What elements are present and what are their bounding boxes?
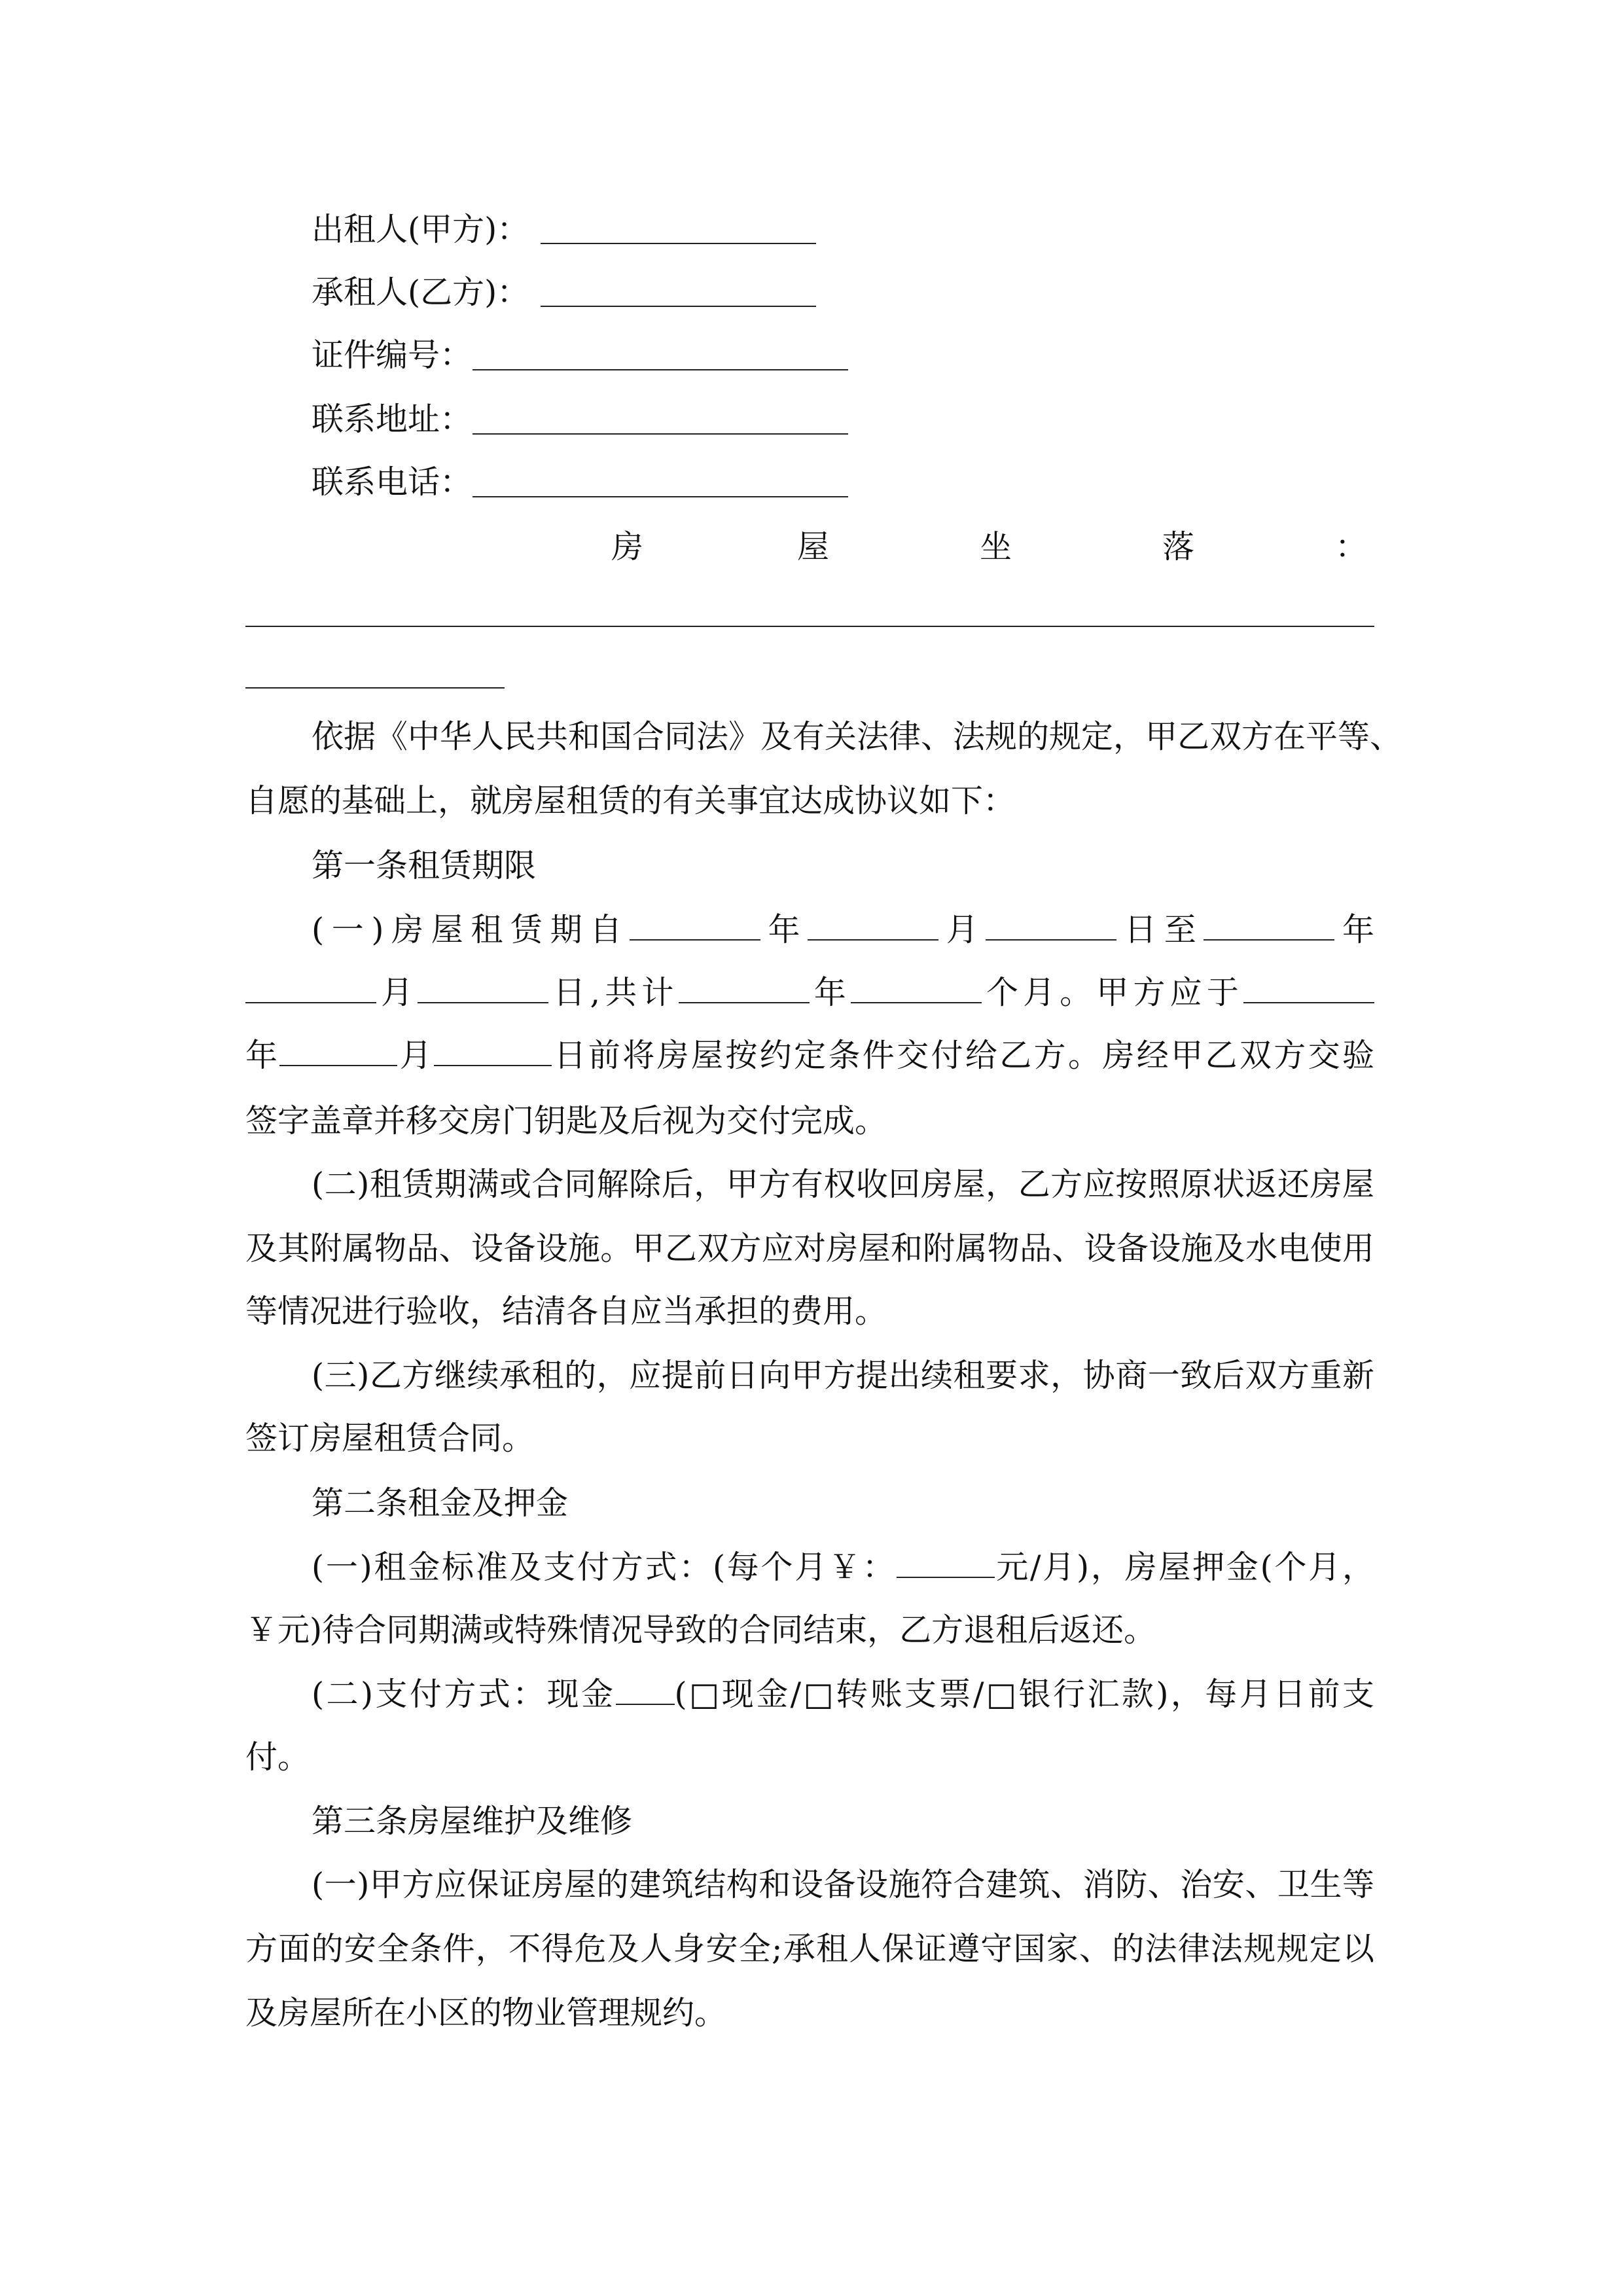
text: 年 (760, 911, 808, 948)
location-char: 坐 (980, 528, 1012, 565)
delivery-month-blank[interactable] (279, 1036, 397, 1066)
payment-method-blank[interactable] (616, 1675, 675, 1705)
id-number-blank[interactable] (473, 369, 848, 370)
lease-term-line (245, 972, 1374, 1014)
paragraph-line: 及其附属物品、设备设施。甲乙双方应对房屋和附属物品、设备设施及水电使用 (245, 1230, 1374, 1267)
location-char: 房 (611, 528, 644, 565)
paragraph-line: 及房屋所在小区的物业管理规约。 (245, 1994, 727, 2032)
text: 年 (245, 1037, 280, 1074)
total-months-blank[interactable] (851, 973, 982, 1003)
text: (一)房屋租赁期自 (312, 911, 630, 948)
location-blank-2[interactable] (245, 687, 505, 689)
total-years-blank[interactable] (679, 973, 810, 1003)
text: 年 (1334, 911, 1374, 948)
text: 元/月)，房屋押金(个月， (994, 1549, 1374, 1586)
location-char: 屋 (797, 528, 830, 565)
paragraph-line: (三)乙方继续承租的，应提前日向甲方提出续租要求，协商一致后双方重新 (312, 1357, 1374, 1394)
location-blank-1[interactable] (245, 626, 1374, 627)
paragraph-line: 签订房屋租赁合同。 (245, 1420, 535, 1457)
monthly-rent-blank[interactable] (897, 1548, 995, 1578)
phone-label: 联系电话： (312, 463, 473, 501)
paragraph-line: (二)租赁期满或合同解除后，甲方有权收回房屋，乙方应按照原状返还房屋 (312, 1166, 1374, 1203)
address-blank[interactable] (473, 433, 848, 435)
delivery-year-blank[interactable] (1243, 973, 1374, 1003)
end-year-blank[interactable] (1204, 910, 1334, 941)
text: 个月。甲方应于 (981, 974, 1243, 1011)
location-char: ： (1335, 528, 1368, 565)
delivery-day-blank[interactable] (434, 1036, 552, 1066)
payment-line (312, 1674, 1374, 1715)
lessee-label: 承租人(乙方)： (312, 274, 529, 311)
start-day-blank[interactable] (986, 910, 1116, 941)
id-number-label: 证件编号： (312, 336, 473, 374)
text: 日,共计 (548, 974, 679, 1011)
paragraph-line: (一)甲方应保证房屋的建筑结构和设备设施符合建筑、消防、治安、卫生等 (312, 1866, 1374, 1903)
text: (一)租金标准及支付方式：(每个月￥： (312, 1549, 897, 1586)
lessor-blank[interactable] (541, 243, 816, 244)
lessee-blank[interactable] (541, 306, 816, 307)
intro-line: 自愿的基础上，就房屋租赁的有关事宜达成协议如下： (245, 782, 1016, 819)
end-month-blank[interactable] (245, 973, 376, 1003)
payment-line: 付。 (245, 1738, 310, 1776)
lease-term-line: 签字盖章并移交房门钥匙及后视为交付完成。 (245, 1102, 887, 1139)
lessor-label: 出租人(甲方)： (312, 211, 529, 248)
text: (□现金/□转账支票/□银行汇款)，每月日前支 (674, 1676, 1375, 1713)
text: 年 (809, 974, 851, 1011)
rent-line (312, 1547, 1374, 1588)
text: 月 (376, 974, 418, 1011)
end-day-blank[interactable] (418, 973, 548, 1003)
location-char: 落 (1162, 528, 1195, 565)
address-label: 联系地址： (312, 401, 473, 438)
text: 日至 (1116, 911, 1204, 948)
phone-blank[interactable] (473, 496, 848, 497)
text: (二)支付方式：现金 (312, 1676, 616, 1713)
intro-line: 依据《中华人民共和国合同法》及有关法律、法规的规定，甲乙双方在平等、 (312, 718, 1402, 755)
text: 月 (397, 1037, 435, 1074)
paragraph-line: 等情况进行验收，结清各自应当承担的费用。 (245, 1293, 887, 1330)
start-year-blank[interactable] (630, 910, 760, 941)
lease-term-line (245, 1035, 1374, 1077)
article-2-title: 第二条租金及押金 (312, 1484, 569, 1522)
text: 月 (938, 911, 986, 948)
start-month-blank[interactable] (808, 910, 938, 941)
article-1-title: 第一条租赁期限 (312, 847, 537, 884)
article-3-title: 第三条房屋维护及维修 (312, 1803, 633, 1840)
text: 日前将房屋按约定条件交付给乙方。房经甲乙双方交验 (552, 1037, 1374, 1074)
rent-line: ￥元)待合同期满或特殊情况导致的合同结束，乙方退租后返还。 (245, 1611, 1156, 1649)
paragraph-line: 方面的安全条件，不得危及人身安全;承租人保证遵守国家、的法律法规规定以 (245, 1930, 1374, 1967)
lease-term-line (312, 909, 1374, 951)
